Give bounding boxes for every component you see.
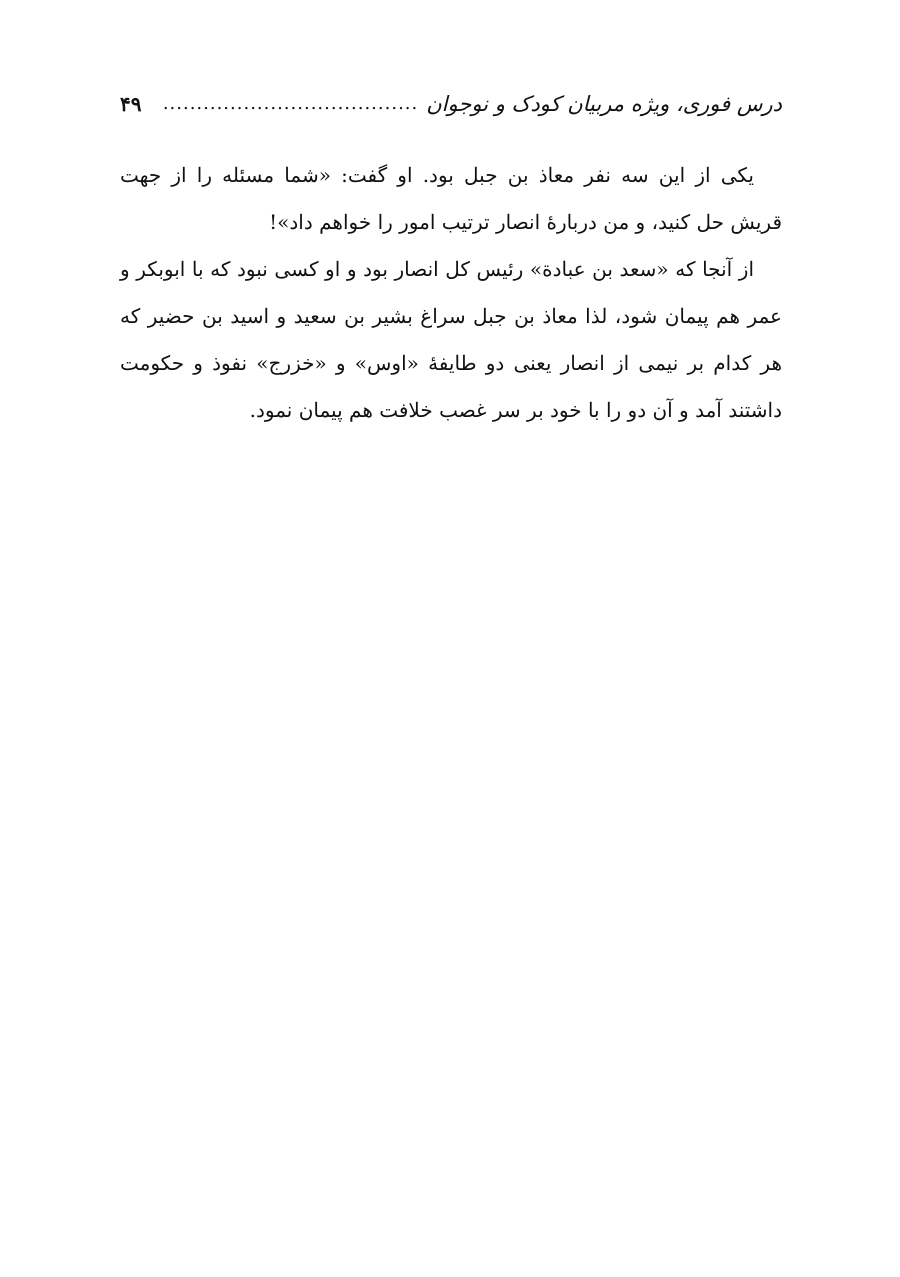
running-header [120,84,782,124]
body-text [120,152,782,434]
header-title: درس فوری، ویژه مربیان کودک و نوجوان [426,92,782,116]
page-number: ۴۹ [120,92,142,116]
paragraph: یکی از این سه نفر معاذ بن جبل بود. او گفت: «شما مسئله را از جهت قریش حل کنید، و من دربارۀ انصار ترتیب امور را خواهم داد»! [120,163,782,234]
header-leader-dots: ...................................... [162,93,419,114]
paragraph: از آنجا که «سعد بن عبادة» رئیس کل انصار بود و او کسی نبود که با ابوبکر و عمر هم پیمان شود، لذا معاذ بن جبل سراغ بشیر بن سعید و اسید بن حضیر که هر کدام بر نیمی از انصار یعنی دو طایفۀ «اوس» و «خزرج» نفوذ و حکومت داشتند آمد و آن دو را با خود بر سر غصب خلافت هم پیمان نمود. [120,257,782,422]
